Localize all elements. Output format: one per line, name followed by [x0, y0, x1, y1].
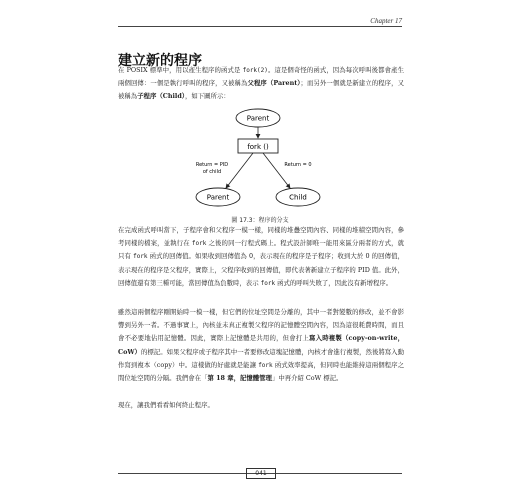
section-title: 建立新的程序 [118, 53, 202, 69]
paragraph-return-values [118, 224, 404, 290]
p3-code-fork: fork [258, 361, 273, 369]
p3-text-d: 」中再介紹 CoW 標記。 [271, 374, 343, 383]
p2-text-c: 函式的回傳值。如果收到回傳值為 0，表示現在的程序是子程序；收到大於 0 的回傳值，表示現在的程序是父程序，實際上，父程序收到的回傳值，即代表著新建立子程序的 PID 值。此外，回傳值還有第三種可能，當回傳值為負數時，表示 [118, 252, 404, 287]
p2-code-fork-3: fork [260, 279, 276, 287]
paragraph-intro [118, 64, 404, 104]
child-node-label: Child [289, 193, 307, 202]
p2-text-a: 在完成函式呼叫當下，子程序會和父程序一模一樣，同樣的堆疊空間內容、同樣的堆積空間內容，參考同樣的檔案，並執行在 [118, 226, 404, 248]
p1-text-c: ；而另外一個就是新建立的程序，又被稱為 [118, 79, 405, 101]
p3-bold-chapter-ref: 第 18 章，記憶體管理 [207, 374, 272, 383]
parent-node-bottom-label: Parent [206, 193, 230, 202]
fork-node-label: fork () [247, 143, 269, 151]
p1-text-d: ，如下圖所示： [184, 92, 230, 101]
p1-text-a: 在 POSIX 標準中，用以產生程序的函式是 [118, 66, 243, 74]
figure-caption: 圖 17.3：程序的分支 [231, 217, 289, 224]
p3-text-c: 函式效率提高，但同時也能維持這兩個程序之間位址空間的分隔。我們會在「 [118, 360, 405, 383]
p1-text-b: 。這是個奇怪的函式，因為每次呼叫後都會產生兩個回傳：一個是執行呼叫的程序，又被稱為 [118, 66, 405, 88]
p2-text-b: 之後的同一行程式碼上。程式設計師唯一能用來區分兩者的方式，就只有 [118, 239, 404, 261]
p2-code-fork-2: fork [133, 253, 148, 261]
edge-label-right: Return = 0 [284, 162, 312, 168]
paragraph-next: 現在，讓我們看看如何終止程序。 [118, 401, 214, 409]
p1-bold-parent: 父程序（Parent） [247, 79, 301, 88]
p1-code-fork2: fork(2) [242, 67, 268, 74]
arrow-fork-to-parent [226, 153, 253, 188]
p2-text-d: 函式的呼叫失敗了，因此沒有新增程序。 [275, 278, 393, 287]
chapter-label: Chapter 17 [370, 17, 402, 25]
edge-label-left-2: of child [202, 169, 222, 175]
p1-bold-child: 子程序（Child） [137, 92, 185, 101]
p3-text-b: 的標記。如果父程序或子程序其中一者要修改這塊記憶體，內核才會進行複製，然後將寫入動作寫到複本（copy）中。這樣做的好處就是能讓 [118, 347, 404, 369]
edge-label-left-1: Return = PID [195, 162, 229, 168]
page-number-text: 041 [255, 470, 267, 477]
parent-node-top-label: Parent [246, 114, 270, 123]
page-number [246, 468, 276, 479]
p2-code-fork-1: fork [191, 240, 207, 248]
p3-bold-cow: 寫入時複製（copy-on-write，CoW） [118, 334, 405, 356]
header-rule [118, 26, 402, 27]
p3-text-a: 雖然這兩個程序剛開始時一模一樣，但它們的位址空間是分離的，其中一者對變數的修改，並不會影響到另外一者。不過事實上，內核並未真正複製父程序的記憶體空間內容，因為這很耗費時間，而且會不必要地佔用記憶體。因此，實際上記憶體是共用的，但會打上 [118, 308, 404, 343]
fork-diagram [160, 108, 360, 208]
arrow-fork-to-child [263, 153, 290, 188]
paragraph-copy-on-write [118, 306, 404, 385]
